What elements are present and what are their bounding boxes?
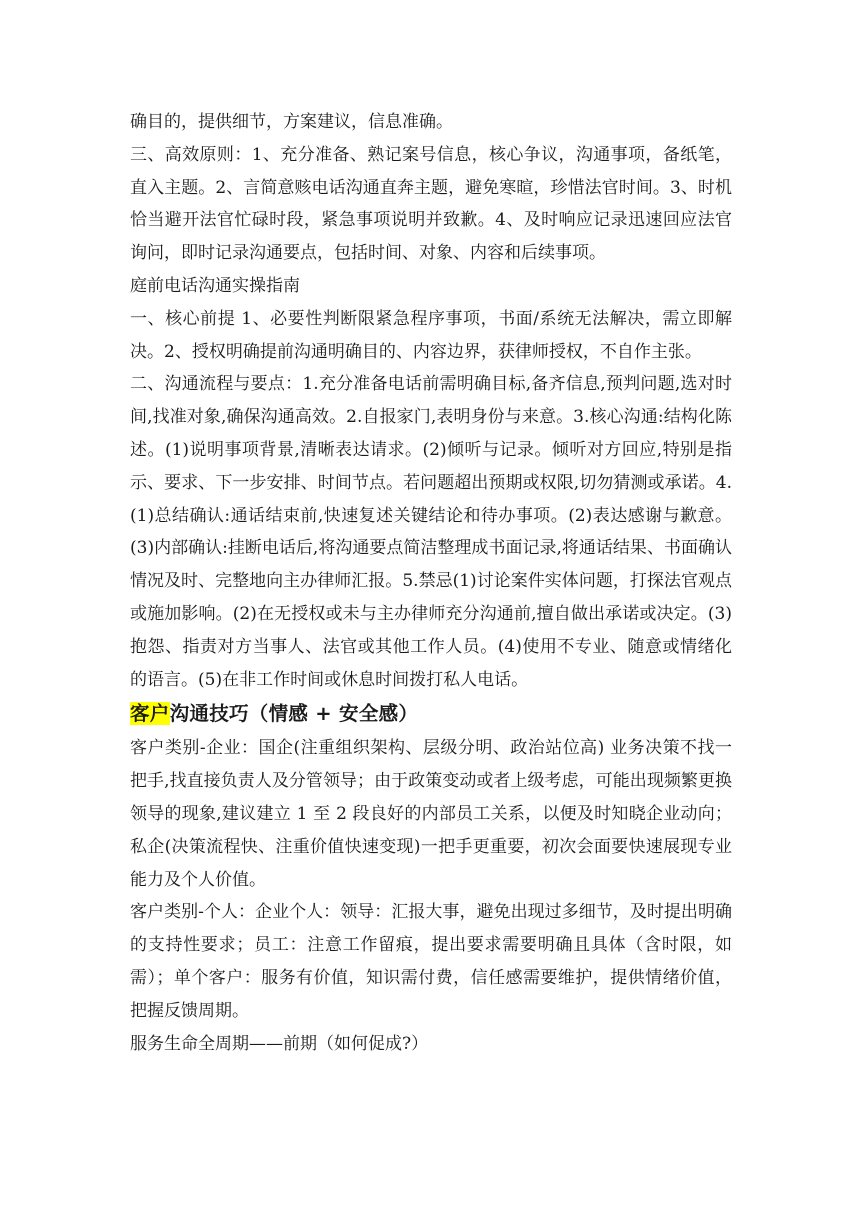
heading-rest: 沟通技巧（情感 + 安全感） xyxy=(169,702,419,726)
paragraph-service-lifecycle: 服务生命全周期——前期（如何促成?） xyxy=(130,1033,429,1054)
paragraph-client-enterprise: 客户类别-企业：国企(注重组织架构、层级分明、政治站位高) 业务决策不找一把手,找直接负责人及分管领导；由于政策变动或者上级考虑，可能出现频繁更换领导的现象,建议建立 1 至 2 段良好的内部员工关系，以便及时知晓企业动向；私企(决策流程快、注重价值快速变现)一把手更重要，初次会面要快速展现专业能力及个人价值。 xyxy=(130,738,732,890)
paragraph-efficiency-principles: 三、高效原则：1、充分准备、熟记案号信息，核心争议，沟通事项，备纸笔，直入主题。2、言简意赅电话沟通直奔主题，避免寒暄，珍惜法官时间。3、时机恰当避开法官忙碌时段，紧急事项说明并致歉。4、及时响应记录迅速回应法官询问，即时记录沟通要点，包括时间、对象、内容和后续事项。 xyxy=(130,144,732,264)
paragraph-process-and-points: 二、沟通流程与要点：1.充分准备电话前需明确目标,备齐信息,预判问题,选对时间,找准对象,确保沟通高效。2.自报家门,表明身份与来意。3.核心沟通:结构化陈述。(1)说明事项背景,清晰表达请求。(2)倾听与记录。倾听对方回应,特别是指示、要求、下一步安排、时间节点。若问题超出预期或权限,切勿猜测或承诺。4.(1)总结确认:通话结束前,快速复述关键结论和待办事项。(2)表达感谢与歉意。(3)内部确认:挂断电话后,将沟通要点简洁整理成书面记录,将通话结果、书面确认情况及时、完整地向主办律师汇报。5.禁忌(1)讨论案件实体问题，打探法官观点或施加影响。(2)在无授权或未与主办律师充分沟通前,擅自做出承诺或决定。(3)抱怨、指责对方当事人、法官或其他工作人员。(4)使用不专业、随意或情绪化的语言。(5)在非工作时间或休息时间拨打私人电话。 xyxy=(130,374,732,690)
section-heading-client-communication xyxy=(130,696,732,732)
paragraph-guide-title: 庭前电话沟通实操指南 xyxy=(130,275,300,296)
paragraph-core-premise: 一、核心前提 1、必要性判断限紧急程序事项，书面/系统无法解决，需立即解决。2、授权明确提前沟通明确目的、内容边界，获律师授权，不自作主张。 xyxy=(130,308,732,362)
paragraph-client-individual: 客户类别-个人：企业个人：领导：汇报大事，避免出现过多细节，及时提出明确的支持性要求；员工：注意工作留痕，提出要求需要明确且具体（含时限，如需）；单个客户：服务有价值，知识需付费，信任感需要维护，提供情绪价值，把握反馈周期。 xyxy=(130,902,732,1021)
heading-highlight: 客户 xyxy=(130,702,170,726)
paragraph-purpose-tail: 确目的，提供细节，方案建议，信息准确。 xyxy=(130,112,453,132)
document-page xyxy=(130,106,732,1060)
